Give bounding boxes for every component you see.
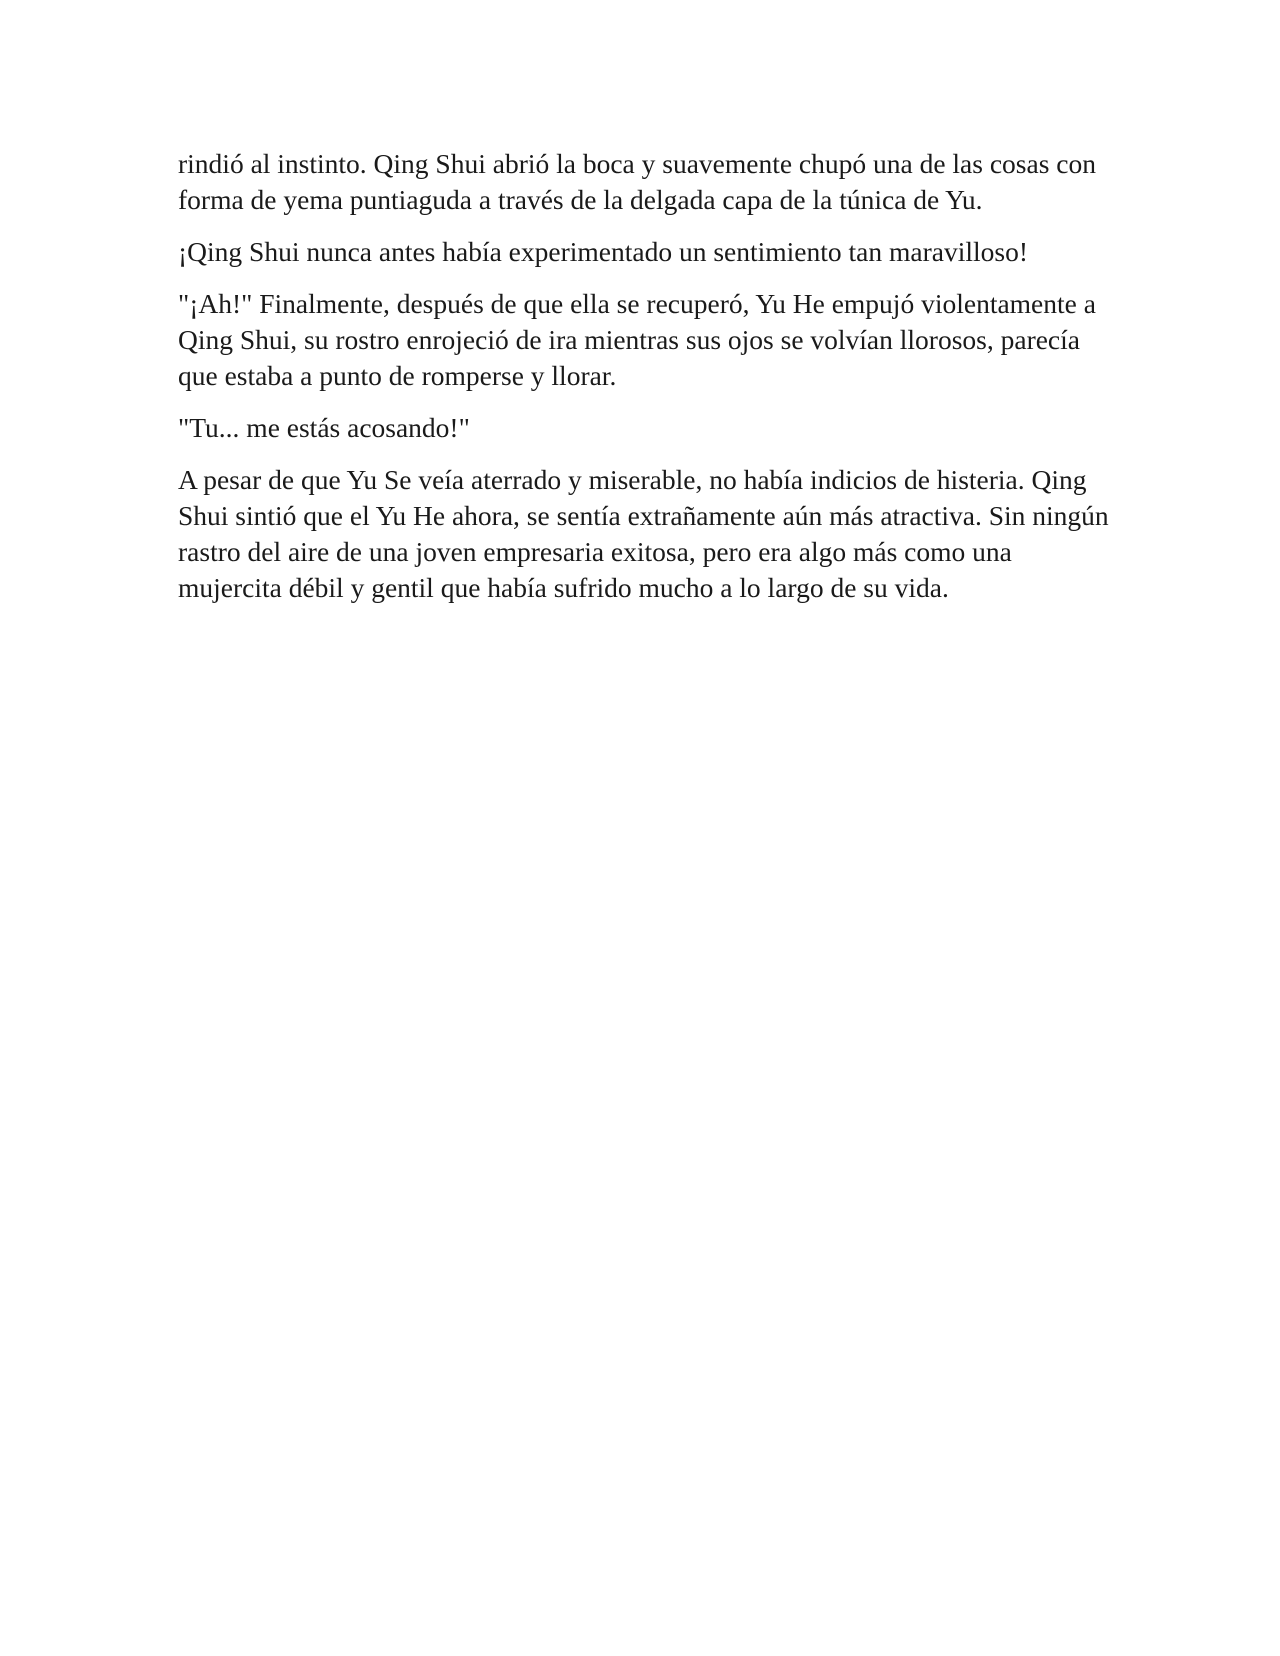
paragraph-5: A pesar de que Yu Se veía aterrado y miserable, no había indicios de histeria. Qing Shui sintió que el Yu He ahora, se sentía extrañamente aún más atractiva. Sin ningún rastro del aire de una joven empresaria exitosa, pero era algo más como una mujercita débil y gentil que había sufrido mucho a lo largo de su vida. <box>178 464 1109 603</box>
paragraph-3: "¡Ah!" Finalmente, después de que ella se recuperó, Yu He empujó violentamente a Qing Shui, su rostro enrojeció de ira mientras sus ojos se volvían llorosos, parecía que estaba a punto de romperse y llorar. <box>178 288 1096 391</box>
paragraph-1: rindió al instinto. Qing Shui abrió la boca y suavemente chupó una de las cosas con forma de yema puntiaguda a través de la delgada capa de la túnica de Yu. <box>178 148 1096 215</box>
paragraph-4: "Tu... me estás acosando!" <box>178 412 470 443</box>
document-body <box>178 146 1118 622</box>
paragraph-2: ¡Qing Shui nunca antes había experimentado un sentimiento tan maravilloso! <box>178 236 1028 267</box>
